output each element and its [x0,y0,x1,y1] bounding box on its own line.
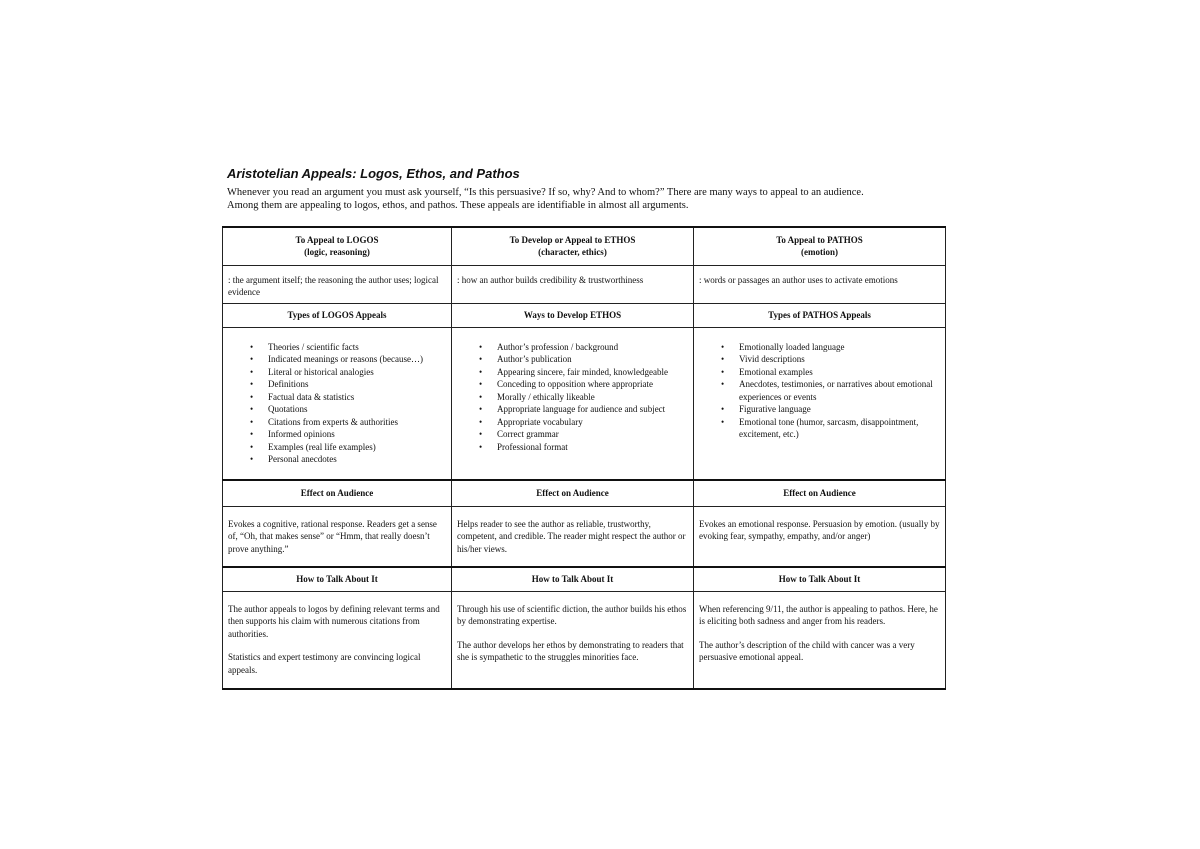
list-item: • Professional format [497,441,688,454]
pathos-talk [694,591,946,689]
list-item: • Appropriate vocabulary [497,416,688,429]
talk-row [223,591,946,689]
list-item: • Literal or historical analogies [268,366,446,379]
ethos-column-header [452,227,694,265]
ethos-talk-example-1: Through his use of scientific diction, the author builds his ethos by demonstrating expertise. [457,603,687,626]
list-item: • Emotional examples [739,366,940,379]
appeals-table [222,226,945,690]
pathos-effect-header: Effect on Audience [694,480,946,506]
logos-definition: : the argument itself; the reasoning the author uses; logical evidence [223,265,452,303]
list-item: • Appropriate language for audience and subject [497,403,688,416]
logos-talk [223,591,452,689]
logos-talk-example-1: The author appeals to logos by defining relevant terms and then supports his claim with numerous citations from authorities. [228,603,440,639]
pathos-subheading: (emotion) [801,247,838,258]
pathos-types-header: Types of PATHOS Appeals [694,303,946,327]
pathos-types-list [699,341,940,441]
pathos-types-cell [694,327,946,480]
list-item: • Emotionally loaded language [739,341,940,354]
ethos-subheading: (character, ethics) [538,247,607,258]
logos-column-header [223,227,452,265]
ethos-heading: To Develop or Appeal to ETHOS [509,234,636,245]
list-item: • Informed opinions [268,428,446,441]
intro-line-1: Whenever you read an argument you must ask yourself, “Is this persuasive? If so, why? And to whom?” There are many ways to appeal to an audience. [227,187,864,198]
list-item: • Examples (real life examples) [268,441,446,454]
logos-types-cell [223,327,452,480]
ethos-talk-example-2: The author develops her ethos by demonstrating to readers that she is sympathetic to the struggles minorities face. [457,639,684,662]
list-item: • Figurative language [739,403,940,416]
logos-effect-header: Effect on Audience [223,480,452,506]
pathos-talk-example-2: The author’s description of the child with cancer was a very persuasive emotional appeal. [699,639,915,662]
logos-types-header: Types of LOGOS Appeals [223,303,452,327]
pathos-effect: Evokes an emotional response. Persuasion by emotion. (usually by evoking fear, sympathy, empathy, and/or anger) [694,506,946,567]
list-item: • Author’s profession / background [497,341,688,354]
column-header-row [223,227,946,265]
intro-line-2: Among them are appealing to logos, ethos, and pathos. These appeals are identifiable in almost all arguments. [227,200,689,211]
logos-effect: Evokes a cognitive, rational response. Readers get a sense of, “Oh, that makes sense” or “Hmm, that really doesn’t prove anything.” [223,506,452,567]
ethos-types-header: Ways to Develop ETHOS [452,303,694,327]
pathos-talk-example-1: When referencing 9/11, the author is appealing to pathos. Here, he is eliciting both sadness and anger from his readers. [699,603,938,626]
talk-header-row [223,567,946,591]
list-item: • Correct grammar [497,428,688,441]
list-item: • Emotional tone (humor, sarcasm, disappointment, excitement, etc.) [739,416,940,441]
pathos-column-header [694,227,946,265]
document-title: Aristotelian Appeals: Logos, Ethos, and Pathos [227,166,520,181]
ethos-effect: Helps reader to see the author as reliable, trustworthy, competent, and credible. The reader might respect the author or his/her views. [452,506,694,567]
pathos-heading: To Appeal to PATHOS [776,234,863,245]
list-item: • Anecdotes, testimonies, or narratives about emotional experiences or events [739,378,940,403]
list-item: • Definitions [268,378,446,391]
pathos-definition: : words or passages an author uses to activate emotions [694,265,946,303]
logos-talk-header: How to Talk About It [223,567,452,591]
ethos-talk [452,591,694,689]
types-list-row [223,327,946,480]
list-item: • Author’s publication [497,353,688,366]
list-item: • Vivid descriptions [739,353,940,366]
list-item: • Indicated meanings or reasons (because…) [268,353,446,366]
ethos-definition: : how an author builds credibility & trustworthiness [452,265,694,303]
list-item: • Appearing sincere, fair minded, knowledgeable [497,366,688,379]
logos-subheading: (logic, reasoning) [304,247,370,258]
effect-header-row [223,480,946,506]
ethos-types-cell [452,327,694,480]
pathos-talk-header: How to Talk About It [694,567,946,591]
list-item: • Personal anecdotes [268,453,446,466]
types-header-row [223,303,946,327]
intro-paragraph [227,186,947,212]
list-item: • Theories / scientific facts [268,341,446,354]
list-item: • Citations from experts & authorities [268,416,446,429]
logos-types-list [228,341,446,466]
list-item: • Factual data & statistics [268,391,446,404]
ethos-talk-header: How to Talk About It [452,567,694,591]
logos-heading: To Appeal to LOGOS [295,234,379,245]
list-item: • Morally / ethically likeable [497,391,688,404]
list-item: • Conceding to opposition where appropriate [497,378,688,391]
list-item: • Quotations [268,403,446,416]
effect-row [223,506,946,567]
logos-talk-example-2: Statistics and expert testimony are convincing logical appeals. [228,652,421,675]
ethos-effect-header: Effect on Audience [452,480,694,506]
definition-row [223,265,946,303]
ethos-types-list [457,341,688,454]
